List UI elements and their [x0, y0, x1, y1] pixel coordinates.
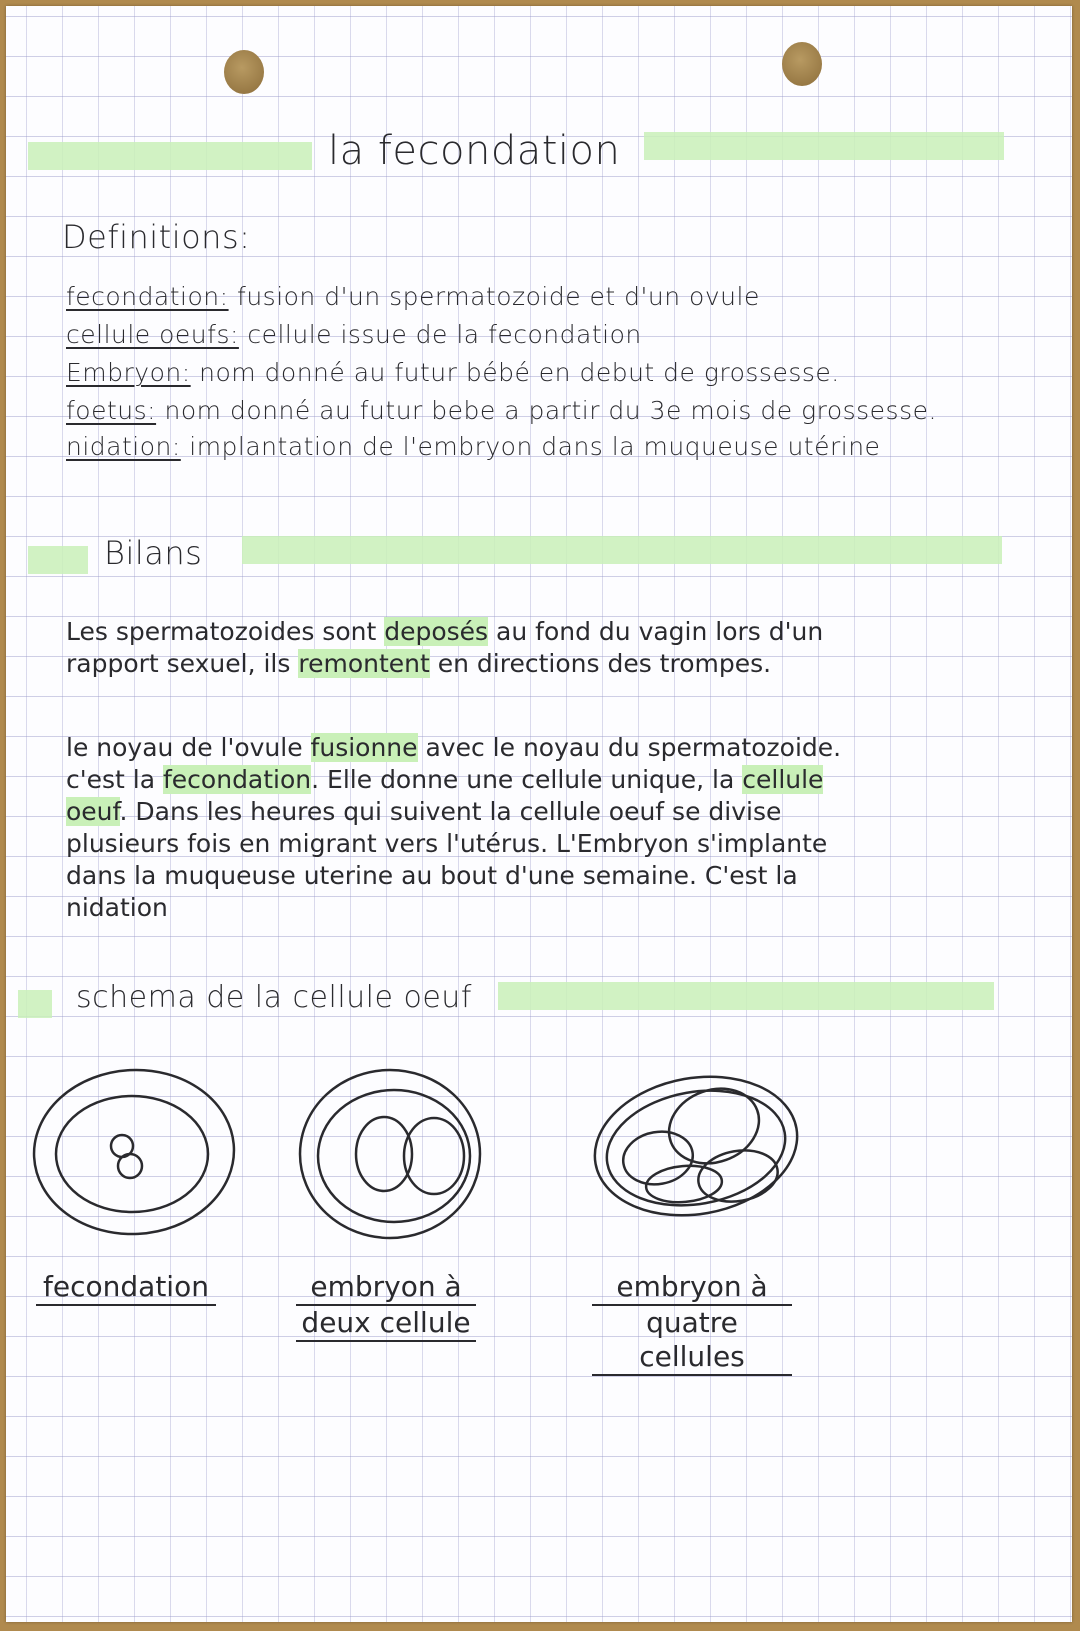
highlighted-word: remontent	[298, 649, 430, 678]
highlighted-word: cellule	[742, 765, 824, 794]
text: au fond du vagin lors d'un	[488, 617, 824, 646]
highlighted-word: deposés	[384, 617, 489, 646]
label-line-1: embryon à	[592, 1270, 792, 1306]
text: dans la muqueuse uterine au bout d'une semaine. C'est la	[66, 861, 798, 890]
highlighted-word: fecondation	[163, 765, 312, 794]
zygote-drawing	[30, 1065, 238, 1239]
definition-term: foetus:	[66, 396, 157, 425]
text: c'est la	[66, 765, 163, 794]
definition-term: nidation:	[66, 432, 181, 461]
text: . Elle donne une cellule unique, la	[311, 765, 743, 794]
definition-term: cellule oeufs:	[66, 320, 239, 349]
page-title: la fecondation	[328, 128, 621, 174]
cell-division-diagram	[6, 6, 1072, 1622]
label-four-cells	[592, 1270, 792, 1376]
label-two-cells	[296, 1270, 476, 1342]
bilans-heading: Bilans	[104, 534, 203, 572]
definitions-heading: Definitions:	[62, 218, 251, 256]
definition-text: nom donné au futur bebe a partir du 3e mois de grossesse.	[156, 396, 937, 425]
four-cell-embryo-drawing	[584, 1061, 809, 1230]
label-line-2: quatre cellules	[592, 1306, 792, 1376]
definition-text: implantation de l'embryon dans la muqueuse utérine	[180, 432, 881, 461]
label-line-1: embryon à	[296, 1270, 476, 1306]
notebook-page	[6, 6, 1072, 1622]
schema-heading: schema de la cellule oeuf	[76, 980, 472, 1015]
label-fecondation	[36, 1270, 216, 1306]
text: en directions des trompes.	[429, 649, 772, 678]
highlighted-word: oeuf	[66, 797, 120, 826]
two-cell-embryo-drawing	[300, 1070, 480, 1238]
label-line-2: deux cellule	[296, 1306, 476, 1342]
definition-term: fecondation:	[66, 282, 229, 311]
text: Les spermatozoides sont	[66, 617, 385, 646]
label-line-1: fecondation	[36, 1270, 216, 1306]
highlighted-word: fusionne	[310, 733, 418, 762]
definition-text: fusion d'un spermatozoide et d'un ovule	[228, 282, 760, 311]
definition-text: cellule issue de la fecondation	[238, 320, 642, 349]
text: nidation	[66, 893, 168, 922]
definition-text: nom donné au futur bébé en debut de grossesse.	[190, 358, 840, 387]
text: avec le noyau du spermatozoide.	[417, 733, 842, 762]
text: . Dans les heures qui suivent la cellule oeuf se divise	[119, 797, 782, 826]
text: plusieurs fois en migrant vers l'utérus. L'Embryon s'implante	[66, 829, 828, 858]
text: rapport sexuel, ils	[66, 649, 299, 678]
definition-term: Embryon:	[66, 358, 191, 387]
text: le noyau de l'ovule	[66, 733, 311, 762]
